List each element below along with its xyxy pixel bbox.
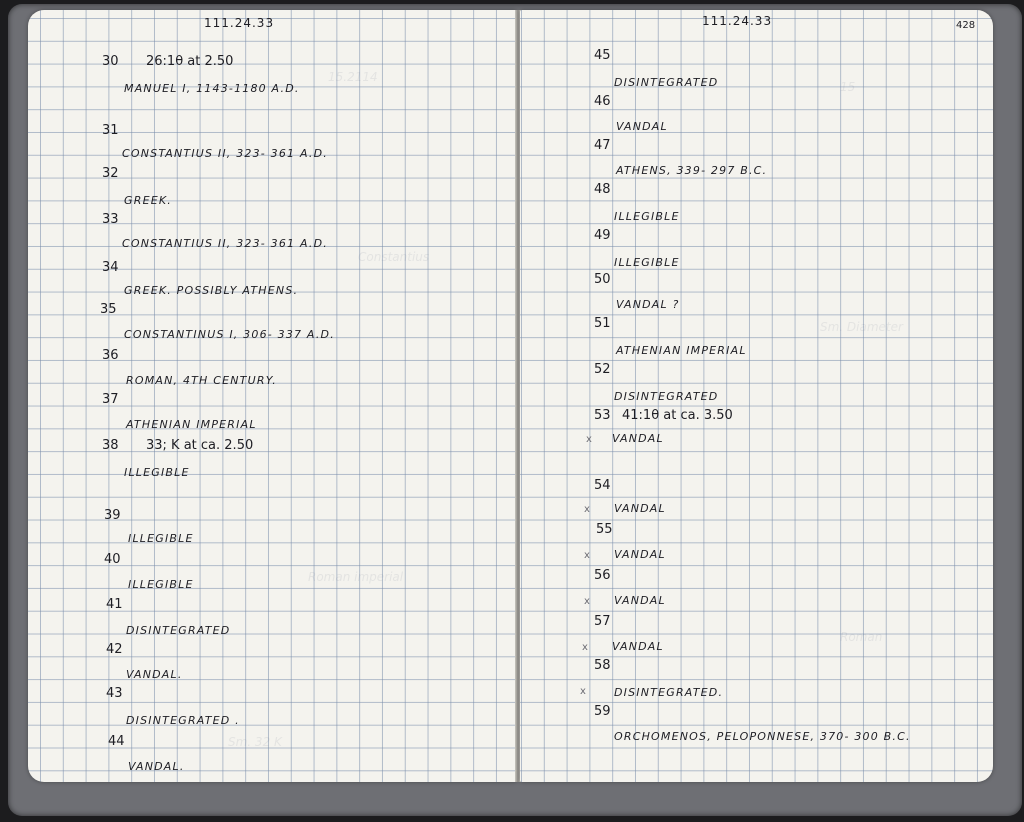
entry-number: 59: [594, 704, 611, 719]
entry-number: 41: [106, 597, 123, 612]
entry-description: CONSTANTIUS II, 323- 361 A.D.: [122, 147, 328, 160]
entry-description: DISINTEGRATED: [614, 76, 719, 89]
entry-number: 42: [106, 642, 123, 657]
page-number: 428: [956, 20, 976, 31]
entry-number: 38: [102, 438, 119, 453]
entry-number: 30: [102, 54, 119, 69]
entry-number: 51: [594, 316, 611, 331]
entry-number: 56: [594, 568, 611, 583]
entry-description: CONSTANTIUS II, 323- 361 A.D.: [122, 237, 328, 250]
entry-description: ATHENS, 339- 297 B.C.: [616, 164, 768, 177]
entry-description: MANUEL I, 1143-1180 A.D.: [124, 82, 300, 95]
entry-number: 39: [104, 508, 121, 523]
entry-description: VANDAL: [616, 120, 668, 133]
entry-description: ATHENIAN IMPERIAL: [126, 418, 257, 431]
entry-number: 47: [594, 138, 611, 153]
entry-description: ATHENIAN IMPERIAL: [616, 344, 747, 357]
entry-number: 40: [104, 552, 121, 567]
entry-number: 55: [596, 522, 613, 537]
entry-description: VANDAL: [614, 548, 666, 561]
entry-description: DISINTEGRATED: [614, 390, 719, 403]
entry-number: 36: [102, 348, 119, 363]
check-mark: x: [586, 434, 592, 445]
entry-number: 45: [594, 48, 611, 63]
entry-description: ORCHOMENOS, PELOPONNESE, 370- 300 B.C.: [614, 730, 911, 743]
entry-description: DISINTEGRATED .: [126, 714, 240, 727]
entry-number: 37: [102, 392, 119, 407]
check-mark: x: [582, 642, 588, 653]
entry-description: ILLEGIBLE: [128, 532, 194, 545]
entry-measurement: 41:1θ at ca. 3.50: [622, 408, 733, 423]
entry-description: GREEK. POSSIBLY ATHENS.: [124, 284, 299, 297]
entry-number: 57: [594, 614, 611, 629]
entry-description: GREEK.: [124, 194, 172, 207]
entry-number: 54: [594, 478, 611, 493]
entry-number: 58: [594, 658, 611, 673]
entry-measurement: 26:1θ at 2.50: [146, 54, 234, 69]
entry-description: VANDAL: [614, 594, 666, 607]
entry-number: 33: [102, 212, 119, 227]
entry-description: DISINTEGRATED: [126, 624, 231, 637]
entry-description: ILLEGIBLE: [614, 210, 680, 223]
check-mark: x: [584, 504, 590, 515]
entry-description: VANDAL: [612, 432, 664, 445]
entry-description: ILLEGIBLE: [128, 578, 194, 591]
entry-number: 43: [106, 686, 123, 701]
entry-number: 35: [100, 302, 117, 317]
entry-description: ILLEGIBLE: [614, 256, 680, 269]
page-date: 111.24.33: [702, 14, 773, 28]
entry-number: 52: [594, 362, 611, 377]
entry-number: 53: [594, 408, 611, 423]
entry-description: ROMAN, 4TH CENTURY.: [126, 374, 277, 387]
entry-description: VANDAL ?: [616, 298, 680, 311]
entry-number: 50: [594, 272, 611, 287]
right-page: 15 Sm. Diameter Roman 111.24.33 428 45 DISINTEGRATED 46 VANDAL 47 ATHENS, 339- 297 B.C. 48 ILLEGIBLE 49 ILLEGIBLE 50 VANDAL ? 51 ATHENIAN IMPERIAL 52 DISINTEGRATED 53 41:1θ at ca. 3.50 x VANDAL 54 x VANDAL 55 x VANDAL 56 x VANDAL 57 x VANDAL 58 x DISINTEGRATED. 59 ORCHOMENOS, PELOPONNESE, 370- 300 B.C.: [520, 10, 993, 782]
entry-description: VANDAL: [614, 502, 666, 515]
entry-number: 31: [102, 123, 119, 138]
check-mark: x: [584, 596, 590, 607]
entry-description: CONSTANTINUS I, 306- 337 A.D.: [124, 328, 335, 341]
entry-description: VANDAL: [612, 640, 664, 653]
entry-measurement: 33; K at ca. 2.50: [146, 438, 254, 453]
check-mark: x: [584, 550, 590, 561]
entry-number: 49: [594, 228, 611, 243]
entry-number: 48: [594, 182, 611, 197]
entry-description: ILLEGIBLE: [124, 466, 190, 479]
left-page: 15.2114 Constantius Roman imperial Sm. 32 K 111.24.33 30 26:1θ at 2.50 MANUEL I, 1143-1180 A.D. 31 CONSTANTIUS II, 323- 361 A.D. 32 GREEK. 33 CONSTANTIUS II, 323- 361 A.D. 34 GREEK. POSSIBLY ATHENS. 35 CONSTANTINUS I, 306- 337 A.D. 36 ROMAN, 4TH CENTURY. 37 ATHENIAN IMPERIAL 38 33; K at ca. 2.50 ILLEGIBLE 39 ILLEGIBLE 40 ILLEGIBLE 41 DISINTEGRATED 42 VANDAL. 43 DISINTEGRATED . 44 VANDAL.: [28, 10, 517, 782]
entry-description: VANDAL.: [128, 760, 185, 773]
page-date: 111.24.33: [204, 16, 275, 30]
entry-number: 46: [594, 94, 611, 109]
entry-number: 34: [102, 260, 119, 275]
entry-number: 44: [108, 734, 125, 749]
entry-number: 32: [102, 166, 119, 181]
entry-description: DISINTEGRATED.: [614, 686, 724, 699]
check-mark: x: [580, 686, 586, 697]
entry-description: VANDAL.: [126, 668, 183, 681]
